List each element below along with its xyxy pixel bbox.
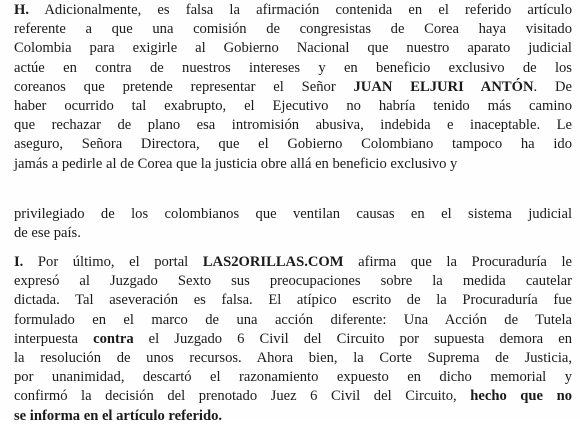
text-line <box>14 368 572 387</box>
text-segment: el Juzgado 6 Civil del Circuito por supuesta demora en <box>133 330 572 347</box>
text-line <box>14 224 572 243</box>
text-segment: que rechazar de plano esa intromisión abusiva, indebida e inaceptable. Le <box>14 117 572 134</box>
text-line <box>14 253 572 272</box>
bold-text: LAS2ORILLAS.COM <box>202 254 344 270</box>
text-line <box>14 205 572 224</box>
text-line <box>14 116 572 135</box>
text-line <box>14 20 572 39</box>
text-line <box>14 78 572 97</box>
text-line <box>14 97 572 116</box>
text-segment: Adicionalmente, es falsa la afirmación contenida en el referido artículo <box>29 2 572 18</box>
text-segment: expresó al Juzgado Sexto sus preocupaciones sobre la medida cautelar <box>14 273 572 290</box>
text-segment: actúe en contra de nuestros intereses y en beneficio exclusivo de los <box>14 59 572 76</box>
text-line <box>14 349 572 368</box>
bold-text: JUAN ELJURI ANTÓN <box>353 78 534 95</box>
text-line <box>14 1 572 20</box>
text-segment: confirmó la decisión del prenotado Juez 6 Civil del Circuito, <box>14 388 471 405</box>
text-line <box>14 330 572 349</box>
bold-text: se informa en el artículo referido. <box>14 407 223 424</box>
bold-text: hecho que no <box>470 388 572 405</box>
text-segment: la resolución de unos recursos. Ahora bien, la Corte Suprema de Justicia, <box>14 349 572 366</box>
text-segment: . De <box>533 78 572 95</box>
text-line <box>14 311 572 330</box>
text-line <box>14 272 572 291</box>
text-segment: formulado en el marco de una acción diferente: Una Acción de Tutela <box>14 311 572 328</box>
text-line <box>14 291 572 310</box>
bold-text: I. <box>14 254 24 270</box>
text-segment: haber ocurrido tal exabrupto, el Ejecutivo no habría tenido más camino <box>14 97 572 114</box>
text-segment: aseguro, Señora Directora, que el Gobierno Colombiano tampoco ha ido <box>14 136 572 153</box>
text-segment: jamás a pedirle al de Corea que la justicia obre allá en beneficio exclusivo y <box>14 155 458 172</box>
text-segment: privilegiado de los colombianos que ventilan causas en el sistema judicial <box>14 206 572 222</box>
text-line <box>14 407 572 426</box>
paragraph-h <box>14 1 572 174</box>
text-line <box>14 135 572 154</box>
text-segment: Por último, el portal <box>23 254 203 270</box>
bold-text: contra <box>93 330 134 347</box>
text-segment: interpuesta <box>14 330 94 347</box>
text-line <box>14 39 572 58</box>
text-segment: de ese país. <box>14 225 81 242</box>
text-segment: por unanimidad, descartó el razonamiento expuesto en dicho memorial y <box>14 369 572 386</box>
text-segment: referente a que una comisión de congresistas de Corea haya visitado <box>14 21 572 38</box>
paragraph-h-continuation <box>14 205 572 243</box>
text-line <box>14 155 572 174</box>
text-line <box>14 387 572 406</box>
paragraph-i <box>14 253 572 426</box>
text-segment: dictada. Tal aseveración es falsa. El atípico escrito de la Procuraduría fue <box>14 292 572 309</box>
text-segment: afirma que la Procuraduría le <box>343 254 573 270</box>
text-line <box>14 59 572 78</box>
text-segment: Colombia para exigirle al Gobierno Nacional que nuestro aparato judicial <box>14 40 572 57</box>
text-segment: coreanos que pretende representar el Señor <box>14 78 354 95</box>
bold-text: H. <box>14 2 29 18</box>
